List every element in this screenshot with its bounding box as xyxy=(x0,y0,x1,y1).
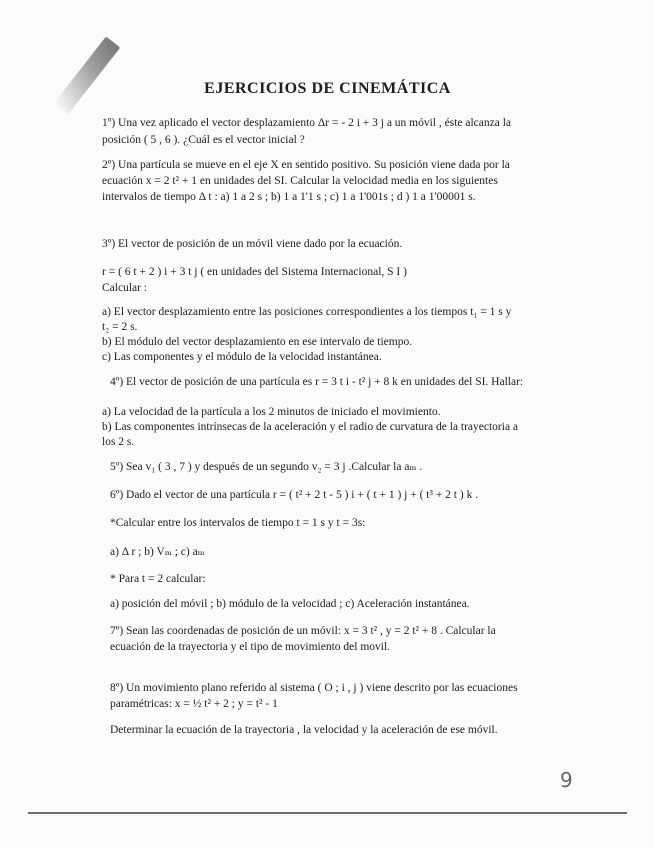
page-number: 9 xyxy=(560,768,573,792)
exercise-1-line-2: posición ( 5 , 6 ). ¿Cuál es el vector inicial ? xyxy=(102,134,305,146)
exercise-4-part-b: b) Las componentes intrínsecas de la aceleración y el radio de curvatura de la trayectoria a xyxy=(102,421,519,433)
scan-corner-shadow xyxy=(54,36,121,114)
exercise-3-calcular: Calcular : xyxy=(102,282,148,294)
bottom-rule xyxy=(28,812,627,814)
exercise-5-line: 5º) Sea v₁ ( 3 , 7 ) y después de un segundo v₂ = 3 j .Calcular la aₘ . xyxy=(110,461,423,473)
exercise-6-line: 6º) Dado el vector de una partícula r = ( t² + 2 t - 5 ) i + ( t + 1 ) j + ( t³ + 2 t ) k . xyxy=(110,489,479,501)
exercise-7-line-1: 7º) Sean las coordenadas de posición de un móvil: x = 3 t² , y = 2 t² + 8 . Calcular la xyxy=(110,625,496,637)
exercise-3-part-b: b) El módulo del vector desplazamiento en ese intervalo de tiempo. xyxy=(102,336,413,348)
exercise-6-parts-2: a) posición del móvil ; b) módulo de la velocidad ; c) Aceleración instantánea. xyxy=(110,598,470,610)
exercise-3-equation: r = ( 6 t + 2 ) i + 3 t j ( en unidades del Sistema Internacional, S I ) xyxy=(102,266,407,278)
exercise-4-part-b-cont: los 2 s. xyxy=(102,436,135,448)
exercise-6-calcular: *Calcular entre los intervalos de tiempo t = 1 s y t = 3s: xyxy=(110,517,366,529)
exercise-2-line-3: intervalos de tiempo Δ t : a) 1 a 2 s ; b) 1 a 1'1 s ; c) 1 a 1'001s ; d ) 1 a 1'00001 s. xyxy=(102,191,476,203)
exercise-6-para-t2: * Para t = 2 calcular: xyxy=(110,573,206,585)
exercise-3-part-a: a) El vector desplazamiento entre las posiciones correspondientes a los tiempos t₁ = 1 s y xyxy=(102,306,512,318)
exercise-8-line-3: Determinar la ecuación de la trayectoria , la velocidad y la aceleración de ese móvil. xyxy=(110,724,498,736)
exercise-7-line-2: ecuación de la trayectoria y el tipo de movimiento del movil. xyxy=(110,641,391,653)
exercise-4-line-1: 4º) El vector de posición de una partícula es r = 3 t i - t² j + 8 k en unidades del SI. Hallar: xyxy=(110,376,524,388)
exercise-2-line-1: 2º) Una partícula se mueve en el eje X en sentido positivo. Su posición viene dada por la xyxy=(102,159,510,171)
exercise-1-line-1: 1º) Una vez aplicado el vector desplazamiento Δr = - 2 i + 3 j a un móvil , éste alcanza la xyxy=(102,117,512,129)
exercise-2-line-2: ecuación x = 2 t² + 1 en unidades del SI. Calcular la velocidad media en los siguientes xyxy=(102,175,498,187)
exercise-3-line-1: 3º) El vector de posición de un móvil viene dado por la ecuación. xyxy=(102,238,403,250)
exercise-8-line-1: 8º) Un movimiento plano referido al sistema ( O ; i , j ) viene descrito por las ecuaciones xyxy=(110,682,518,694)
exercise-8-line-2: paramétricas: x = ½ t² + 2 ; y = t² - 1 xyxy=(110,698,278,710)
exercise-3-part-c: c) Las componentes y el módulo de la velocidad instantánea. xyxy=(102,351,382,363)
exercise-6-parts: a) Δ r ; b) Vₘ ; c) aₘ xyxy=(110,546,205,558)
exercise-3-part-a-cont: t₂ = 2 s. xyxy=(102,321,138,333)
exercise-4-part-a: a) La velocidad de la partícula a los 2 minutos de iniciado el movimiento. xyxy=(102,406,441,418)
page-title: EJERCICIOS DE CINEMÁTICA xyxy=(204,80,451,97)
